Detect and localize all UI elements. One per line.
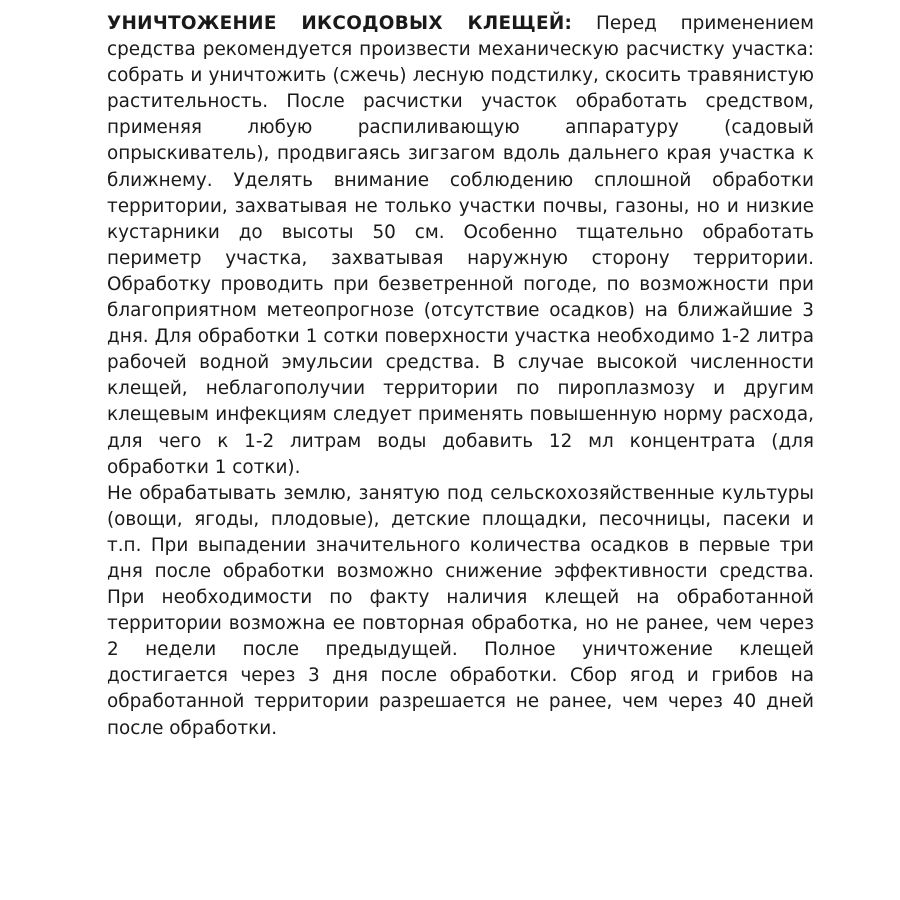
paragraph-tick-destruction	[107, 11, 814, 481]
section-heading: УНИЧТОЖЕНИЕ ИКСОДОВЫХ КЛЕЩЕЙ:	[107, 13, 573, 34]
paragraph-1-text: Перед применением средства рекомендуется произвести механическую расчистку участка: собрать и уничтожить (сжечь) лесную подстилку, скосить травянистую растительность. После расчистки участок обработать средством, применяя любую распиливающую аппаратуру (садовый опрыскиватель), продвигаясь зигзагом вдоль дальнего края участка к ближнему. Уделять внимание соблюдению сплошной обработки территории, захватывая не только участки почвы, газоны, но и низкие кустарники до высоты 50 см. Особенно тщательно обработать периметр участка, захватывая наружную сторону территории. Обработку проводить при безветренной погоде, по возможности при благоприятном метеопрогнозе (отсутствие осадков) на ближайшие 3 дня. Для обработки 1 сотки поверхности участка необходимо 1-2 литра рабочей водной эмульсии средства. В случае высокой численности клещей, неблагополучии территории по пироплазмозу и другим клещевым инфекциям следует применять повышенную норму расхода, для чего к 1-2 литрам воды добавить 12 мл концентрата (для обработки 1 сотки).	[107, 13, 814, 478]
instruction-text-block	[107, 11, 814, 742]
paragraph-restrictions: Не обрабатывать землю, занятую под сельскохозяйственные культуры (овощи, ягоды, плодовые), детские площадки, песочницы, пасеки и т.п. При выпадении значительного количества осадков в первые три дня после обработки возможно снижение эффективности средства. При необходимости по факту наличия клещей на обработанной территории возможна ее повторная обработка, но не ранее, чем через 2 недели после предыдущей. Полное уничтожение клещей достигается через 3 дня после обработки. Сбор ягод и грибов на обработанной территории разрешается не ранее, чем через 40 дней после обработки.	[107, 482, 814, 739]
